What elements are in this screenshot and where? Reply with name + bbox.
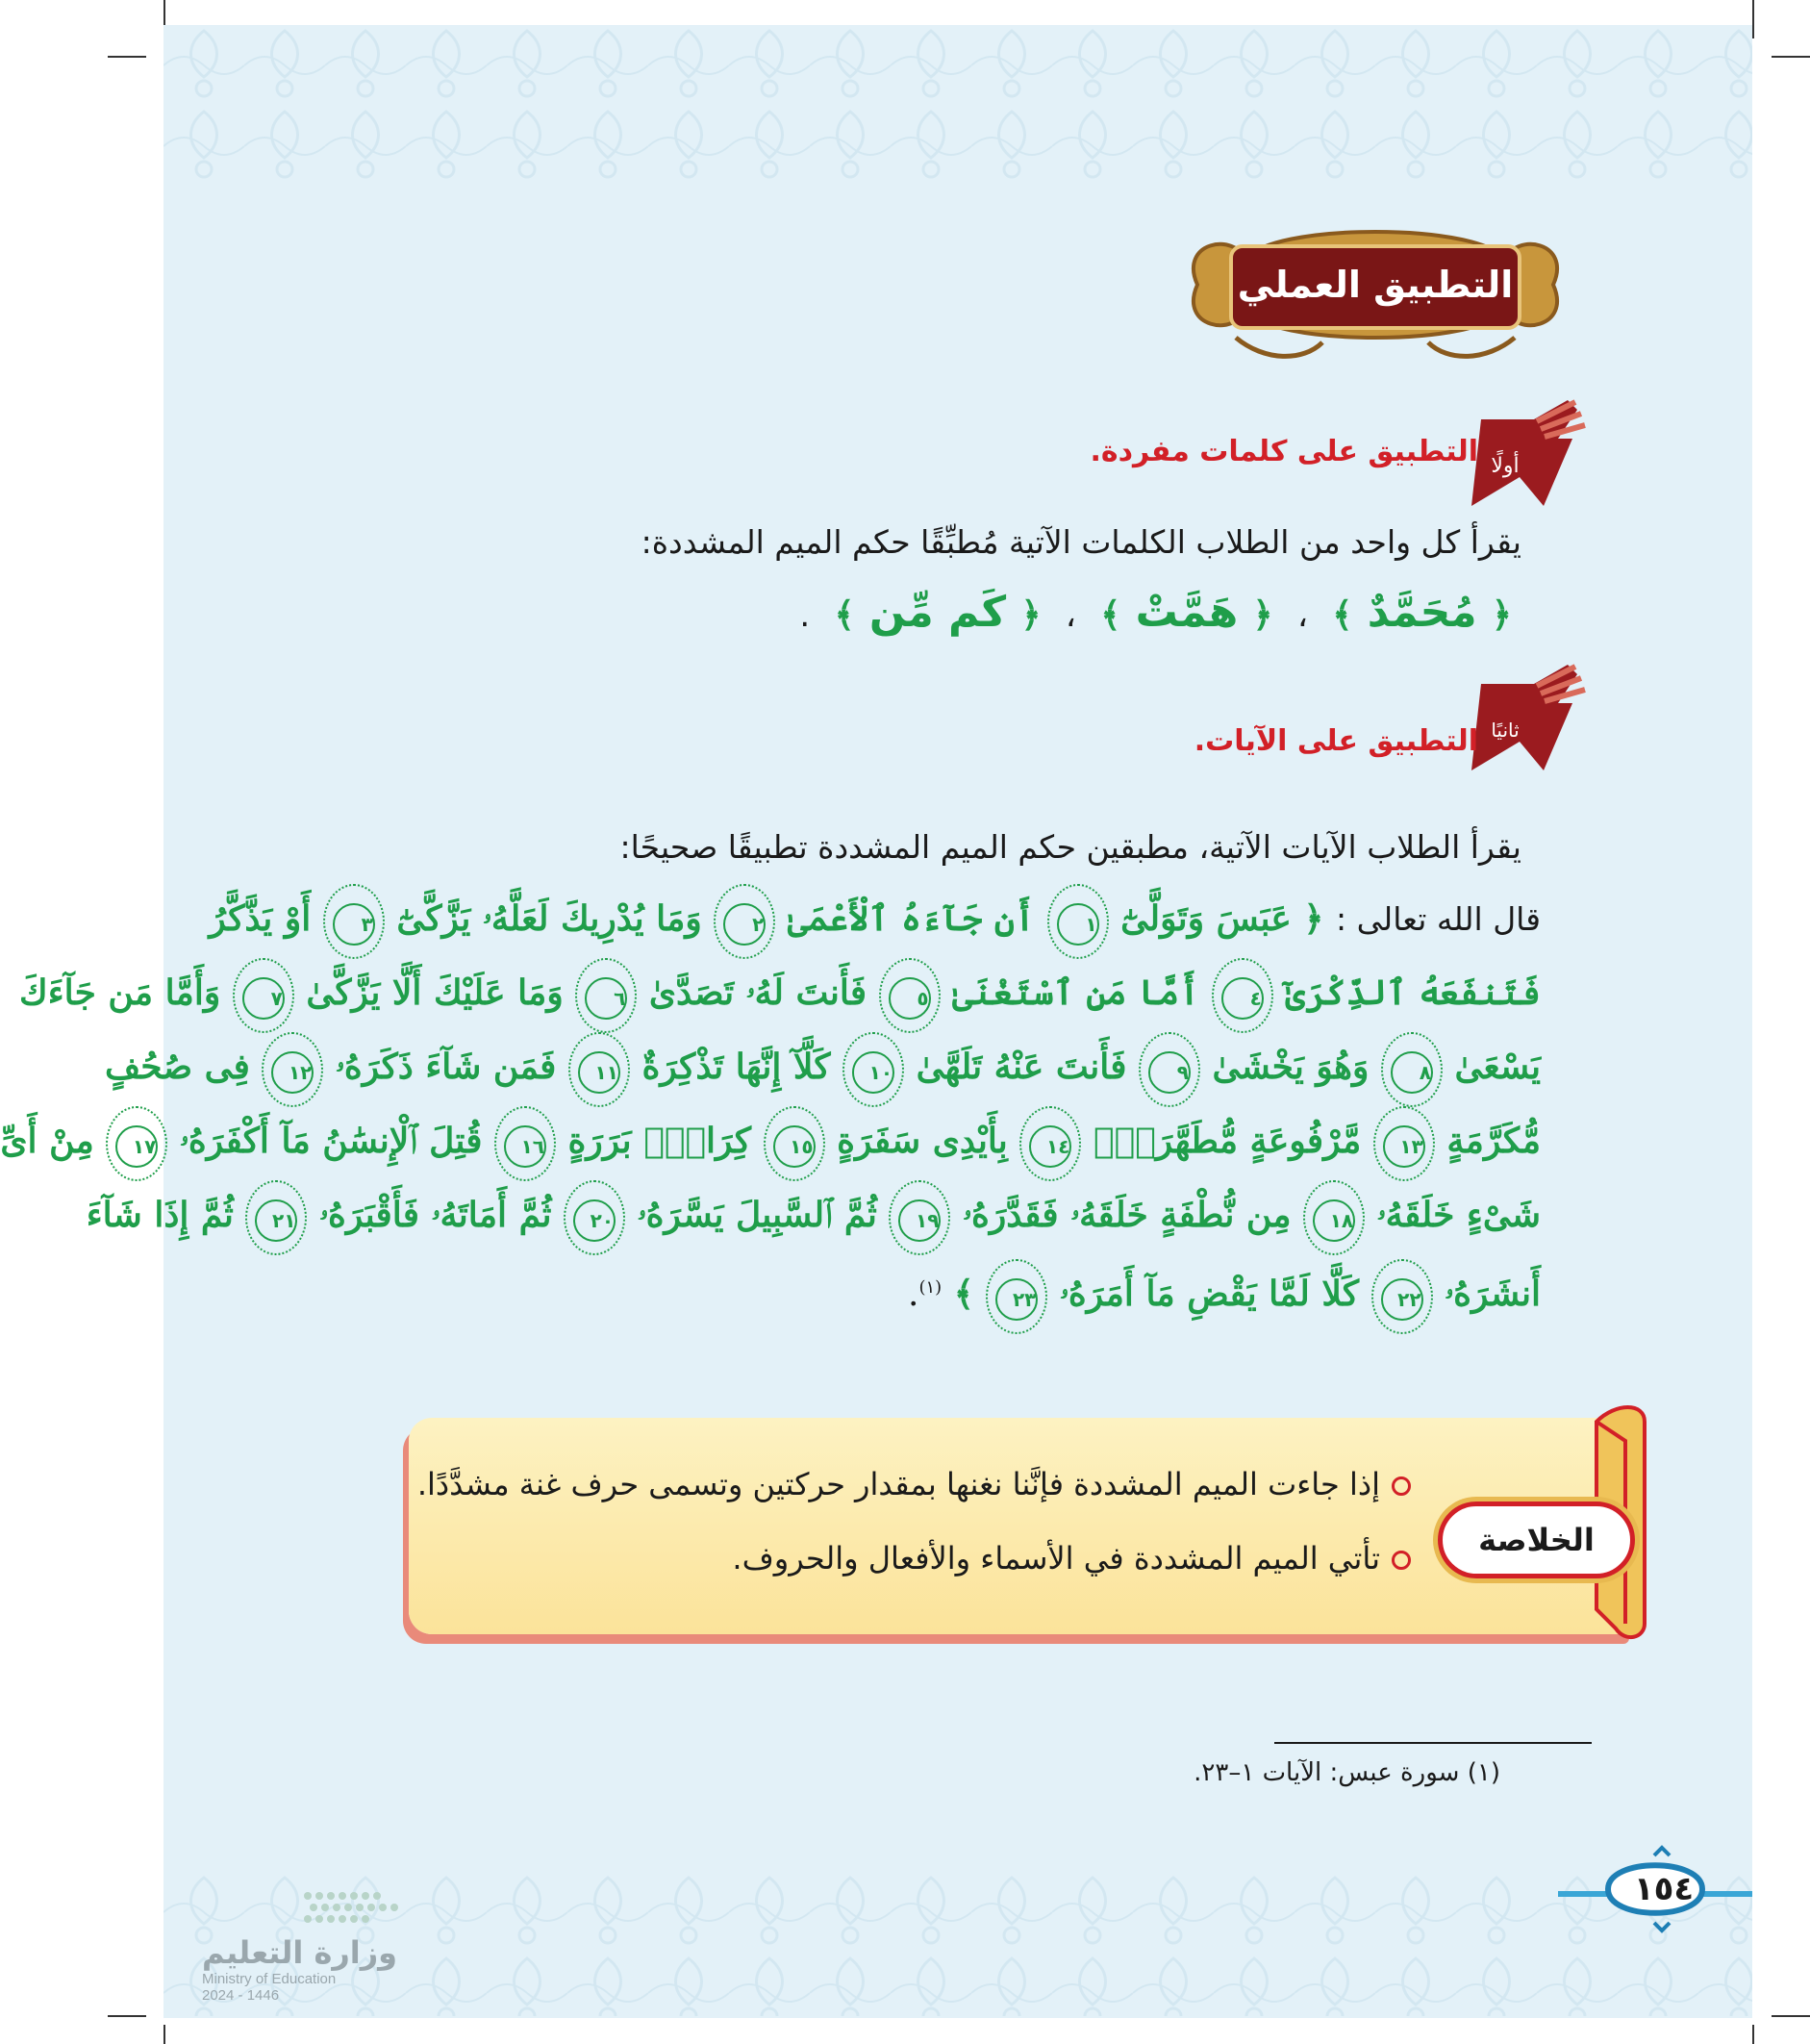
verse-number-marker (564, 1180, 625, 1255)
verse-text: أَن جَآءَهُ ٱلْأَعْمَىٰ (787, 898, 1036, 939)
verse-number-marker (764, 1106, 825, 1181)
summary-item-text: تأتي الميم المشددة في الأسماء والأفعال والحروف. (732, 1540, 1380, 1577)
separator: ، (1065, 596, 1076, 635)
end-dot: . (799, 596, 811, 635)
verse-number: ٢٠ (573, 1199, 616, 1242)
verse-number: ١٠ (852, 1051, 894, 1094)
crop-mark (108, 2015, 146, 2017)
summary-title: الخلاصة (1438, 1501, 1635, 1578)
verse-number-marker (879, 958, 941, 1033)
verse-number: ٢٣ (995, 1278, 1038, 1321)
page-number: ١٥٤ (1633, 1870, 1695, 1908)
crop-mark (1752, 0, 1754, 38)
verse-number-marker (323, 884, 385, 959)
page (0, 25, 1752, 2018)
verse-number: ١٤ (1029, 1125, 1071, 1168)
verse-text: كِرَامٍۭ بَرَرَةٍ (567, 1121, 752, 1161)
verse-text: وَمَا يُدْرِيكَ لَعَلَّهُۥ يَزَّكَّىٰٓ (396, 898, 702, 939)
section2-heading: التطبيق على الآيات. (1194, 724, 1478, 758)
circle-bullet-icon (1392, 1476, 1411, 1496)
verse-text: فَأَنتَ لَهُۥ تَصَدَّىٰ (648, 972, 867, 1013)
verse-text: كَلَّا لَمَّا يَقْضِ مَآ أَمَرَهُۥ (1059, 1274, 1360, 1314)
verse-text: أَمَّا مَنِ ٱسْتَغْنَىٰ (952, 972, 1200, 1013)
verse-text: فَمَن شَآءَ ذَكَرَهُۥ (335, 1047, 557, 1087)
verse-text: ثُمَّ ٱلسَّبِيلَ يَسَّرَهُۥ (637, 1195, 877, 1235)
circle-bullet-icon (1392, 1551, 1411, 1570)
section1-heading: التطبيق على كلمات مفردة. (1090, 435, 1478, 468)
ministry-dots-icon (298, 1886, 414, 1934)
ministry-year: 2024 - 1446 (202, 1987, 280, 2004)
footnote-ref: (١) (918, 1277, 943, 1298)
verse-number-marker (494, 1106, 556, 1181)
verse-text: ﴿ عَبَسَ وَتَوَلَّىٰٓ (1120, 898, 1324, 939)
ribbon-badge-second (1462, 665, 1587, 780)
verse-text: أَوْ يَذَّكَّرُ (209, 898, 312, 939)
verse-number: ٣ (333, 903, 375, 946)
verse-number-marker (842, 1032, 904, 1107)
verse-text: فَأَنتَ عَنْهُ تَلَهَّىٰ (916, 1047, 1127, 1087)
verse-number-marker (106, 1106, 167, 1181)
verse-number-marker (1212, 958, 1273, 1033)
verse-number-marker (575, 958, 637, 1033)
crop-mark (1772, 56, 1810, 58)
summary-item (732, 1540, 1411, 1577)
verse-text: ثُمَّ إِذَا شَآءَ (86, 1195, 234, 1235)
verse-number-marker (1139, 1032, 1200, 1107)
separator: ، (1296, 596, 1308, 635)
verse-number-marker (245, 1180, 307, 1255)
banner-title: التطبيق العملي (1237, 264, 1514, 306)
verse-number-marker (1381, 1032, 1443, 1107)
title-banner (1178, 222, 1572, 366)
crop-mark (163, 2025, 165, 2044)
verse-line (0, 1106, 1541, 1173)
close-bracket: ﴾ (1100, 595, 1121, 635)
ministry-logo (202, 1886, 414, 2004)
verse-number: ٦ (585, 977, 627, 1020)
word-item: كَم مِّن (868, 588, 1007, 637)
badge-first-label: أولًا (1491, 454, 1520, 478)
summary-item-text: إذا جاءت الميم المشددة فإنَّنا نغنها بمقدار حركتين وتسمى حرف غنة مشدَّدًا. (416, 1466, 1380, 1502)
verse-number: ٥ (889, 977, 931, 1020)
verse-number: ٢٢ (1381, 1278, 1423, 1321)
verse-line (19, 958, 1541, 1025)
verse-text: وَمَا عَلَيْكَ أَلَّا يَزَّكَّىٰ (306, 972, 564, 1013)
section2-instruction: يقرأ الطلاب الآيات الآتية، مطبقين حكم الميم المشددة تطبيقًا صحيحًا: (619, 828, 1521, 866)
crop-mark (1752, 2025, 1754, 2044)
footnote-rule (1274, 1742, 1592, 1744)
verse-text: مِن نُّطْفَةٍ خَلَقَهُۥ فَقَدَّرَهُۥ (962, 1195, 1292, 1235)
verse-text: يَسْعَىٰ (1454, 1047, 1541, 1087)
verse-number-marker (1371, 1259, 1433, 1334)
ribbon-badge-first (1462, 400, 1587, 516)
verse-text: كَلَّآ إِنَّهَا تَذْكِرَةٌ (641, 1047, 831, 1087)
verse-text: فَتَنفَعَهُ ٱلذِّكْرَىٰٓ (1285, 972, 1541, 1013)
verse-text: أَنشَرَهُۥ (1445, 1274, 1541, 1314)
verse-number: ١٥ (773, 1125, 816, 1168)
verse-text: مِنْ أَىِّ (0, 1121, 94, 1161)
verse-number-marker (233, 958, 294, 1033)
verse-text: مَّرْفُوعَةٍ مُّطَهَّرَةٍۭ (1093, 1121, 1362, 1161)
verse-number-marker (262, 1032, 323, 1107)
verse-number-marker (986, 1259, 1047, 1334)
section1-instruction: يقرأ كل واحد من الطلاب الكلمات الآتية مُطبِّقًا حكم الميم المشددة: (641, 523, 1521, 561)
verse-number: ١٩ (898, 1199, 941, 1242)
verse-number-marker (1019, 1106, 1081, 1181)
verse-number: ١٦ (504, 1125, 546, 1168)
open-bracket: ﴿ (1252, 595, 1273, 635)
ornament-band-top (163, 25, 1752, 189)
open-bracket: ﴿ (1491, 595, 1512, 635)
verse-text: فِى صُحُفٍ (104, 1047, 250, 1087)
verse-number-marker (1373, 1106, 1435, 1181)
verse-number-marker (1047, 884, 1109, 959)
verse-number: ٢١ (255, 1199, 297, 1242)
close-bracket: ﴾ (834, 595, 855, 635)
footnote: (١) سورة عبس: الآيات ١–٢٣. (1194, 1758, 1500, 1787)
end-dot: . (908, 1274, 919, 1314)
verse-number-marker (568, 1032, 630, 1107)
verse-text: ثُمَّ أَمَاتَهُۥ فَأَقْبَرَهُۥ (318, 1195, 552, 1235)
verse-number: ٨ (1391, 1051, 1433, 1094)
verse-number: ١٣ (1383, 1125, 1425, 1168)
verse-number: ٤ (1221, 977, 1264, 1020)
verse-line (209, 884, 1541, 951)
open-bracket: ﴿ (1020, 595, 1042, 635)
verse-number-marker (714, 884, 775, 959)
summary-item (417, 1466, 1411, 1502)
verse-text: ﴾ (953, 1274, 974, 1314)
verse-text: مُّكَرَّمَةٍ (1446, 1121, 1541, 1161)
verse-intro: قال الله تعالى : (1336, 900, 1541, 938)
verse-text: بِأَيْدِى سَفَرَةٍ (837, 1121, 1008, 1161)
close-bracket: ﴾ (1332, 595, 1353, 635)
verse-number: ١٢ (271, 1051, 314, 1094)
verse-number: ١٧ (115, 1125, 158, 1168)
verse-number-marker (1303, 1180, 1365, 1255)
word-item: هَمَّتْ (1135, 588, 1239, 637)
crop-mark (1772, 2015, 1810, 2017)
ministry-name-ar: وزارة التعليم (202, 1934, 398, 1971)
verse-line (271, 1254, 1541, 1322)
word-item: مُحَمَّدٌ (1367, 588, 1477, 637)
verse-number: ١٨ (1313, 1199, 1355, 1242)
verse-number: ١ (1057, 903, 1099, 946)
verse-number-marker (889, 1180, 950, 1255)
crop-mark (108, 56, 146, 58)
verse-number: ٢ (723, 903, 766, 946)
verse-text: وَهُوَ يَخْشَىٰ (1212, 1047, 1370, 1087)
verse-text: شَىْءٍ خَلَقَهُۥ (1376, 1195, 1541, 1235)
ministry-name-en: Ministry of Education (202, 1971, 337, 1987)
verse-text: وَأَمَّا مَن جَآءَكَ (19, 972, 221, 1013)
verse-line (86, 1180, 1541, 1248)
verse-number: ٧ (242, 977, 285, 1020)
verse-text: قُتِلَ ٱلْإِنسَٰنُ مَآ أَكْفَرَهُۥ (179, 1121, 483, 1161)
word-list (790, 588, 1512, 637)
badge-second-label: ثانيًا (1491, 719, 1520, 742)
verse-line (104, 1032, 1541, 1099)
verse-number: ١١ (578, 1051, 620, 1094)
verse-number: ٩ (1148, 1051, 1191, 1094)
